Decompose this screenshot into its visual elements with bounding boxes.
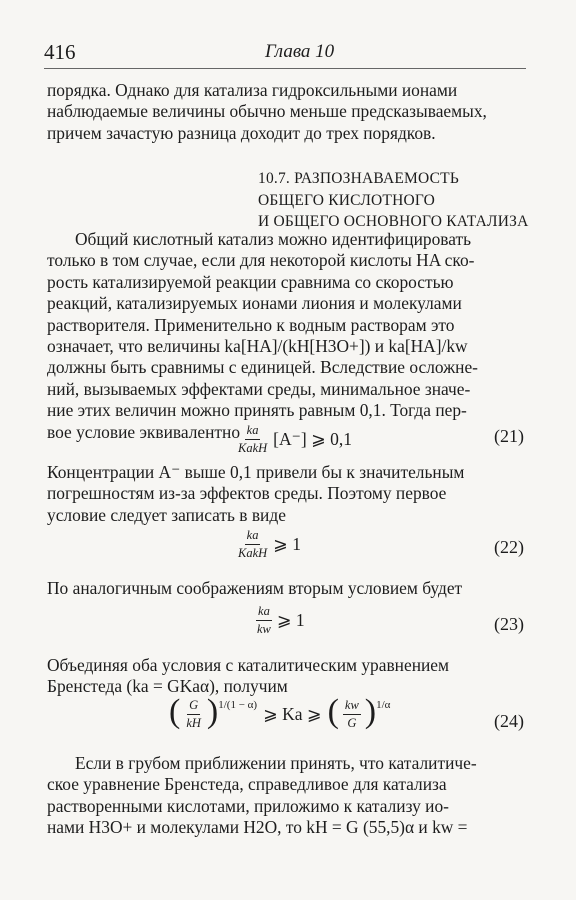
equation-number: (23): [494, 614, 524, 634]
fraction: $\frac{ka}{kw}$: [257, 604, 271, 636]
text-line: условие следует записать в виде: [47, 504, 286, 525]
equation-21: $\frac{ka}{\text{KakH}}$ [A⁻] ⩾ 0,1: [238, 423, 352, 455]
text-line: только в том случае, если для некоторой кислоты HA ско-: [47, 250, 475, 271]
text-line: причем зачастую разница доходит до трех порядков.: [47, 122, 436, 143]
section-title-line: И ОБЩЕГО ОСНОВНОГО КАТАЛИЗА: [258, 213, 529, 230]
text-line: Если в грубом приближении принять, что каталитиче-: [75, 753, 477, 773]
equation-number: (22): [494, 537, 524, 557]
paragraph-medium-effects: [47, 462, 525, 526]
running-head: Глава 10: [265, 41, 335, 62]
text-line: растворителя. Применительно к водным растворам это: [47, 314, 455, 335]
text-line: наблюдаемые величины обычно меньше предсказываемых,: [47, 101, 487, 122]
equation-23: $\frac{ka}{kw}$ ⩾ 1: [257, 604, 305, 636]
paragraph-bronsted-combination: [47, 655, 525, 698]
page-number: 416: [44, 40, 76, 64]
text-line: Концентрации A⁻ выше 0,1 привели бы к значительным: [47, 462, 465, 482]
text-line: рость катализируемой реакции сравнима со скоростью: [47, 271, 454, 292]
text-line: растворенными кислотами, приложимо к катализу ио-: [47, 795, 449, 816]
text-line: По аналогичным соображениям вторым условием будет: [47, 578, 463, 598]
text-line: Объединяя оба условия с каталитическим уравнением: [47, 655, 450, 675]
text-line: Бренстеда (ka = GKaα), получим: [47, 676, 288, 697]
equation-22: $\frac{ka}{\text{KakH}}$ ⩾ 1: [238, 528, 301, 560]
text-line: ний, вызываемых эффектами среды, минимальное значе-: [47, 378, 471, 399]
text-line: должны быть сравнимы с единицей. Вследствие осложне-: [47, 357, 478, 378]
paragraph-general-acid-catalysis: [47, 229, 525, 443]
paragraph-hydronium-water: [47, 753, 525, 839]
paragraph-continued: [47, 80, 525, 144]
section-title: [258, 168, 538, 233]
fraction: $\frac{kw}{G}$: [344, 698, 359, 730]
page-header: [44, 40, 526, 68]
equation-24: ( $\frac{G}{kH}$ ) 1/(1 − α) ⩾ Ka ⩾ ( $\frac{kw}{G}$ ) 1/α: [169, 693, 391, 730]
text-line: ние этих величин можно принять равным 0,1. Тогда пер-: [47, 400, 467, 421]
fraction: $\frac{G}{kH}$: [186, 698, 201, 730]
paragraph-second-condition: [47, 578, 525, 599]
text-line: Общий кислотный катализ можно идентифицировать: [75, 229, 472, 249]
equation-number: (21): [494, 426, 524, 446]
fraction: $\frac{ka}{\text{KakH}}$: [238, 528, 268, 560]
text-line: погрешностям из-за эффектов среды. Поэтому первое: [47, 483, 447, 504]
text-line: порядка. Однако для катализа гидроксильными ионами: [47, 80, 458, 100]
text-line: вое условие эквивалентно: [47, 421, 241, 442]
text-line: ское уравнение Бренстеда, справедливое для катализа: [47, 774, 447, 795]
text-line: нами H3O+ и молекулами H2O, то kH = G (55,5)α и kw =: [47, 817, 468, 838]
header-rule: [44, 68, 526, 69]
text-line: реакций, катализируемых ионами лиония и молекулами: [47, 293, 462, 314]
section-title-line: ОБЩЕГО КИСЛОТНОГО: [258, 191, 436, 209]
fraction: $\frac{ka}{\text{KakH}}$: [238, 423, 268, 455]
section-title-line: 10.7. РАЗПОЗНАВАЕМОСТЬ: [258, 170, 459, 187]
text-line: означает, что величины ka[HA]/(kH[H3O+]) и ka[HA]/kw: [47, 336, 468, 357]
equation-number: (24): [494, 711, 524, 731]
